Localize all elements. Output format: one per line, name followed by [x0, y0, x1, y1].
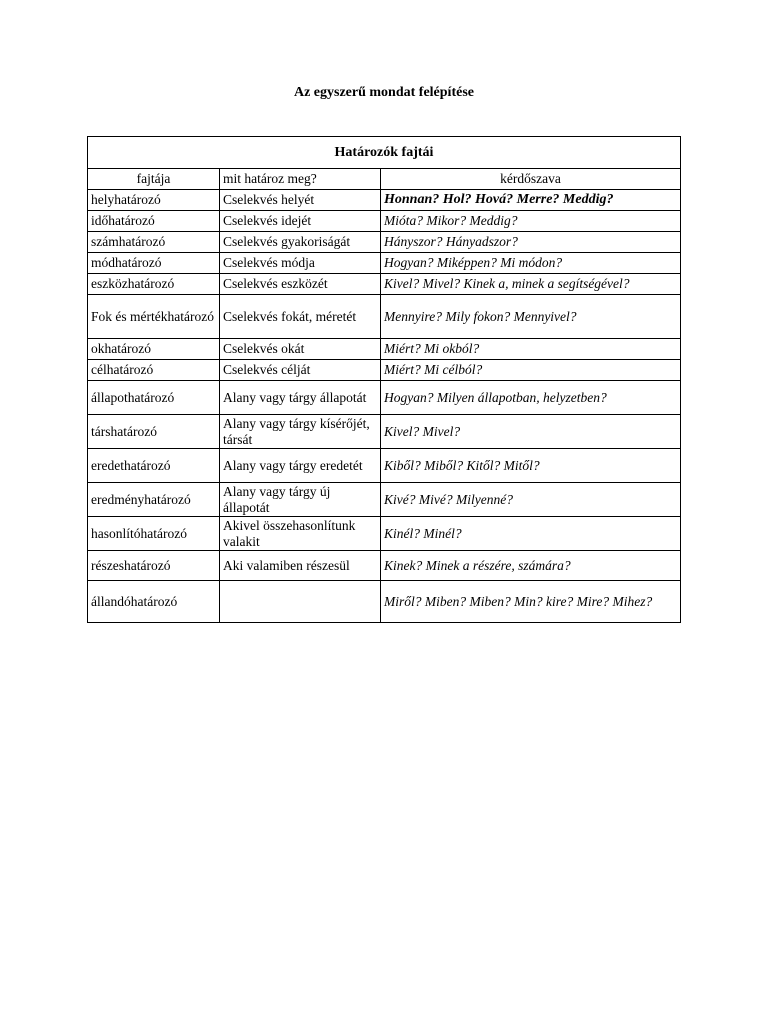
table-row — [88, 339, 681, 360]
row-questions: Kinek? Minek a részére, számára? — [381, 551, 681, 581]
row-questions: Miért? Mi okból? — [381, 339, 681, 360]
header-type: fajtája — [88, 169, 220, 190]
row-questions: Honnan? Hol? Hová? Merre? Meddig? — [381, 190, 681, 211]
row-meaning: Aki valamiben részesül — [220, 551, 381, 581]
table-header-row — [88, 169, 681, 190]
row-name: célhatározó — [88, 360, 220, 381]
table-row — [88, 551, 681, 581]
row-name: módhatározó — [88, 253, 220, 274]
row-meaning: Cselekvés eszközét — [220, 274, 381, 295]
row-meaning: Alany vagy tárgy új állapotát — [220, 483, 381, 517]
row-meaning: Alany vagy tárgy állapotát — [220, 381, 381, 415]
row-meaning: Cselekvés helyét — [220, 190, 381, 211]
row-meaning: Alany vagy tárgy eredetét — [220, 449, 381, 483]
row-name: eredményhatározó — [88, 483, 220, 517]
row-meaning: Cselekvés fokát, méretét — [220, 295, 381, 339]
header-questions: kérdőszava — [381, 169, 681, 190]
row-name: helyhatározó — [88, 190, 220, 211]
row-meaning: Cselekvés célját — [220, 360, 381, 381]
table-row — [88, 295, 681, 339]
table-row — [88, 449, 681, 483]
row-name: eredethatározó — [88, 449, 220, 483]
row-questions: Kivé? Mivé? Milyenné? — [381, 483, 681, 517]
row-name: számhatározó — [88, 232, 220, 253]
table-row — [88, 190, 681, 211]
row-meaning: Cselekvés idejét — [220, 211, 381, 232]
row-questions: Miről? Miben? Miben? Min? kire? Mire? Mihez? — [381, 581, 681, 623]
table-caption: Határozók fajtái — [88, 137, 681, 169]
table-row — [88, 253, 681, 274]
table-caption-row — [88, 137, 681, 169]
table-row — [88, 274, 681, 295]
adverbial-types-table — [87, 136, 681, 623]
row-name: állandóhatározó — [88, 581, 220, 623]
row-questions: Miért? Mi célból? — [381, 360, 681, 381]
row-meaning: Alany vagy tárgy kísérőjét, társát — [220, 415, 381, 449]
row-name: állapothatározó — [88, 381, 220, 415]
row-questions: Mióta? Mikor? Meddig? — [381, 211, 681, 232]
row-questions: Kiből? Miből? Kitől? Mitől? — [381, 449, 681, 483]
row-questions: Hogyan? Miképpen? Mi módon? — [381, 253, 681, 274]
row-name: társhatározó — [88, 415, 220, 449]
table-row — [88, 232, 681, 253]
row-meaning: Cselekvés okát — [220, 339, 381, 360]
row-meaning: Cselekvés módja — [220, 253, 381, 274]
row-name: okhatározó — [88, 339, 220, 360]
row-meaning — [220, 581, 381, 623]
page-title: Az egyszerű mondat felépítése — [293, 85, 474, 100]
row-questions: Kivel? Mivel? Kinek a, minek a segítségével? — [381, 274, 681, 295]
table-row — [88, 211, 681, 232]
row-questions: Hogyan? Milyen állapotban, helyzetben? — [381, 381, 681, 415]
table-row — [88, 483, 681, 517]
table-row — [88, 517, 681, 551]
row-name: részeshatározó — [88, 551, 220, 581]
row-meaning: Akivel összehasonlítunk valakit — [220, 517, 381, 551]
row-questions: Kivel? Mivel? — [381, 415, 681, 449]
row-name: Fok és mértékhatározó — [88, 295, 220, 339]
row-questions: Mennyire? Mily fokon? Mennyivel? — [381, 295, 681, 339]
row-questions: Kinél? Minél? — [381, 517, 681, 551]
row-name: eszközhatározó — [88, 274, 220, 295]
row-questions: Hányszor? Hányadszor? — [381, 232, 681, 253]
table-row — [88, 415, 681, 449]
header-meaning: mit határoz meg? — [220, 169, 381, 190]
row-name: időhatározó — [88, 211, 220, 232]
table-row — [88, 360, 681, 381]
table-row — [88, 581, 681, 623]
table-row — [88, 381, 681, 415]
row-name: hasonlítóhatározó — [88, 517, 220, 551]
row-meaning: Cselekvés gyakoriságát — [220, 232, 381, 253]
